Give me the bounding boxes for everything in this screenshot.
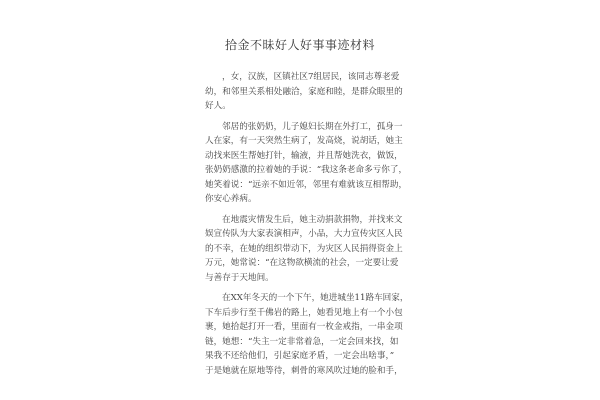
text-line: 张奶奶感激的拉着她的手说：“我这条老命多亏你了，	[205, 165, 408, 175]
text-line: 在地震灾情发生后，她主动捐款捐物，并找来文	[222, 214, 403, 225]
text-line: 链，她想：“失主一定非常着急，一定会回来找，如	[205, 336, 399, 347]
text-line: 在XX年冬天的一个下午，她进城坐11路车回家，	[222, 293, 409, 303]
text-line: 于是她就在原地等待，刺骨的寒风吹过她的脸和手，	[205, 365, 403, 376]
text-line: 的不幸，在她的组织带动下，为灾区人民捐得资金上	[205, 243, 403, 254]
text-line: 裹，她拾起打开一看，里面有一枚金戒指，一串金项	[205, 322, 403, 332]
text-line: 邻居的张奶奶，儿子媳妇长期在外打工，孤身一	[222, 121, 403, 132]
document-body	[205, 70, 409, 378]
text-line: 万元，她常说：“在这物欲横流的社会，一定要让爱	[205, 258, 399, 268]
text-line: 好人。	[205, 101, 231, 111]
paragraph-4	[205, 291, 409, 378]
text-line: 与善存于天地间。	[205, 272, 274, 283]
text-line: 果我不还给他们，引起家庭矛盾，一定会出啥事，”	[205, 351, 395, 361]
text-line: 下车后步行至千佛岩的路上，她看见地上有一个小包	[205, 307, 403, 318]
text-line: ，女，汉族，区镇社区7组居民，该同志尊老爱	[222, 72, 400, 82]
paragraph-2	[205, 120, 408, 207]
text-line: 幼，和邻里关系相处融洽，家庭和睦，是群众眼里的	[205, 86, 403, 97]
document-title: 拾金不昧好人好事事迹材料	[224, 38, 375, 52]
text-line: 娱宣传队为大家表演相声，小品，大力宣传灾区人民	[205, 229, 403, 239]
text-line: 你安心养病。	[205, 194, 257, 204]
text-line: 她笑着说：“远亲不如近邻，邻里有难就该互相帮助，	[205, 179, 408, 190]
text-line: 动找来医生帮她打针，输液，并且帮她洗衣，做饭，	[205, 150, 403, 161]
paragraph-1	[205, 70, 405, 114]
paragraph-3	[205, 213, 405, 286]
text-line: 人在家，有一天突然生病了，发高烧，说胡话，她主	[205, 136, 403, 146]
